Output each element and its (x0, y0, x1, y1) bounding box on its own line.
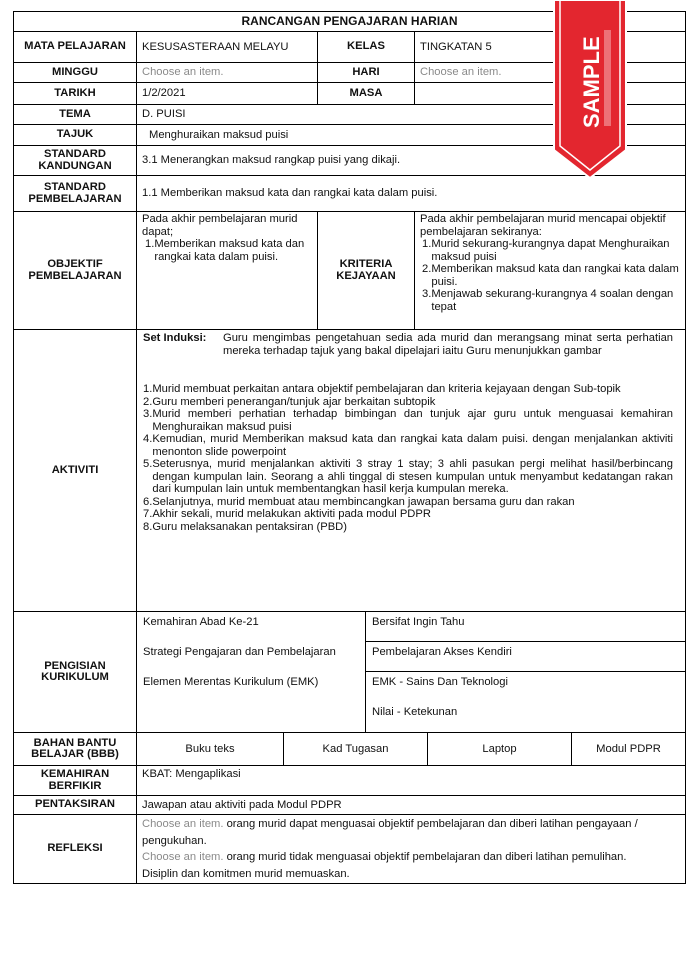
refleksi-text-1: orang murid dapat menguasai objektif pembelajaran dan diberi latihan pengayaan / pengukuhan. (142, 818, 638, 847)
page-title: RANCANGAN PENGAJARAN HARIAN (14, 12, 686, 32)
refleksi-label: REFLEKSI (14, 815, 137, 884)
bbb-item-buku-teks[interactable]: Buku teks (137, 733, 284, 765)
kriteria-item (420, 288, 680, 313)
kriteria-item-num: 3. (422, 288, 432, 300)
aktiviti-item-num: 1. (143, 383, 153, 395)
pentaksiran-value[interactable]: Jawapan atau aktiviti pada Modul PDPR (137, 796, 686, 815)
aktiviti-item (143, 408, 673, 433)
bbb-cell (137, 733, 686, 766)
refleksi-dropdown-1[interactable]: Choose an item. (142, 818, 224, 830)
aktiviti-item (143, 496, 673, 509)
aktiviti-item-text: Guru melaksanakan pentaksiran (PBD) (152, 520, 347, 533)
aktiviti-item-text: Akhir sekali, murid melakukan aktiviti pada modul PDPR (152, 508, 431, 520)
standard-kandungan-value[interactable]: 3.1 Menerangkan maksud rangkap puisi yang dikaji. (137, 146, 686, 176)
kriteria-item-num: 2. (422, 263, 432, 275)
kemahiran-label: KEMAHIRAN BERFIKIR (14, 766, 137, 796)
refleksi-dropdown-2[interactable]: Choose an item. (142, 851, 224, 863)
refleksi-line-2 (142, 849, 655, 882)
kurikulum-row (137, 642, 685, 672)
sample-ribbon (550, 0, 630, 178)
kurikulum-left[interactable]: Strategi Pengajaran dan Pembelajaran (143, 646, 336, 658)
kriteria-item-text: Murid sekurang-kurangnya dapat Menghuraikan maksud puisi (431, 238, 670, 263)
refleksi-line-1 (142, 816, 655, 849)
tema-label: TEMA (14, 105, 137, 125)
standard-pembelajaran-value[interactable]: 1.1 Memberikan maksud kata dan rangkai kata dalam puisi. (137, 176, 686, 212)
aktiviti-cell[interactable] (137, 330, 686, 612)
kriteria-item-num: 1. (422, 238, 432, 250)
kurikulum-right[interactable]: Pembelajaran Akses Kendiri (365, 642, 685, 672)
kurikulum-cell (137, 612, 686, 733)
bbb-label: BAHAN BANTU BELAJAR (BBB) (14, 733, 137, 766)
kriteria-intro: Pada akhir pembelajaran murid mencapai objektif pembelajaran sekiranya: (420, 213, 666, 238)
kemahiran-value[interactable]: KBAT: Mengaplikasi (137, 766, 686, 796)
aktiviti-item (143, 521, 673, 534)
minggu-dropdown[interactable]: Choose an item. (137, 63, 318, 83)
aktiviti-item-num: 4. (143, 433, 153, 445)
aktiviti-item (143, 458, 673, 496)
tarikh-value[interactable]: 1/2/2021 (137, 83, 318, 105)
objektif-intro: Pada akhir pembelajaran murid dapat; (142, 213, 298, 238)
set-induksi-label: Set Induksi: (143, 332, 207, 344)
kurikulum-right[interactable]: Bersifat Ingin Tahu (365, 612, 685, 642)
aktiviti-item-text: Selanjutnya, murid membuat atau membincangkan jawapan bersama guru dan rakan (152, 495, 575, 508)
standard-pembelajaran-label: STANDARD PEMBELAJARAN (14, 176, 137, 212)
aktiviti-item-num: 8. (143, 520, 153, 533)
kurikulum-left[interactable] (137, 702, 365, 732)
kurikulum-row (137, 612, 685, 642)
kriteria-label: KRITERIA KEJAYAAN (318, 212, 415, 330)
kurikulum-left[interactable]: Elemen Merentas Kurikulum (EMK) (143, 676, 319, 688)
tarikh-label: TARIKH (14, 83, 137, 105)
aktiviti-item-text: Murid membuat perkaitan antara objektif pembelajaran dan kriteria kejayaan dengan Sub-topik (152, 383, 621, 395)
objektif-cell[interactable] (137, 212, 318, 330)
objektif-item-num: 1. (145, 238, 155, 250)
aktiviti-item-num: 3. (143, 408, 153, 420)
kriteria-item (420, 263, 680, 288)
pentaksiran-label: PENTAKSIRAN (14, 796, 137, 815)
mata-pelajaran-value[interactable]: KESUSASTERAAN MELAYU (137, 32, 318, 63)
kelas-label: KELAS (318, 32, 415, 63)
kurikulum-right[interactable]: EMK - Sains Dan Teknologi (365, 672, 685, 702)
kelas-value[interactable]: TINGKATAN 5 (415, 32, 686, 63)
aktiviti-item-num: 6. (143, 495, 153, 508)
tajuk-value[interactable]: Menghuraikan maksud puisi (137, 125, 686, 146)
mata-pelajaran-label: MATA PELAJARAN (14, 32, 137, 63)
refleksi-cell[interactable] (137, 815, 686, 884)
bbb-item-laptop[interactable]: Laptop (428, 733, 572, 765)
aktiviti-item-num: 5. (143, 458, 153, 470)
kriteria-cell[interactable] (415, 212, 686, 330)
kriteria-item (420, 238, 680, 263)
aktiviti-item (143, 508, 673, 521)
aktiviti-item (143, 383, 673, 396)
set-induksi (143, 332, 673, 357)
aktiviti-label: AKTIVITI (14, 330, 137, 612)
aktiviti-item-text: Murid memberi perhatian terhadap bimbingan dan tunjuk ajar guru untuk menguasai kemahiran Menghuraikan maksud puisi (152, 408, 674, 433)
hari-dropdown[interactable]: Choose an item. (415, 63, 686, 83)
kurikulum-row (137, 672, 685, 702)
aktiviti-item-num: 2. (143, 395, 153, 408)
tema-value[interactable]: D. PUISI (137, 105, 686, 125)
kriteria-item-text: Memberikan maksud kata dan rangkai kata dalam puisi. (431, 263, 679, 288)
hari-label: HARI (318, 63, 415, 83)
set-induksi-text: Guru mengimbas pengetahuan sedia ada murid dan merangsang minat serta perhatian mereka terhadap tajuk yang bakal dipelajari iaitu Guru menunjukkan gambar (223, 332, 674, 357)
bbb-item-modul-pdpr[interactable]: Modul PDPR (596, 743, 661, 755)
aktiviti-item (143, 396, 673, 409)
aktiviti-item-text: Seterusnya, murid menjalankan aktiviti 3 stray 1 stay; 3 ahli pasukan pergi melihat hasil/berbincang dengan kumpulan lain. Seorang a ahli tinggal di stesen kumpulan untuk menyambut kedatangan rakan dari kumpulan lain untuk membentangkan hasil kerja kumpulan mereka. (152, 458, 674, 495)
kurikulum-right[interactable]: Nilai - Ketekunan (365, 702, 685, 732)
minggu-label: MINGGU (14, 63, 137, 83)
objektif-item (142, 238, 312, 263)
kurikulum-label: PENGISIAN KURIKULUM (14, 612, 137, 733)
ribbon-label: SAMPLE (579, 36, 604, 128)
aktiviti-item-text: Kemudian, murid Memberikan maksud kata dan rangkai kata dalam puisi. dengan menjalankan aktiviti menonton slide powerpoint (152, 433, 674, 458)
aktiviti-item (143, 433, 673, 458)
masa-label: MASA (318, 83, 415, 105)
kurikulum-row (137, 702, 685, 732)
objektif-label: OBJEKTIF PEMBELAJARAN (14, 212, 137, 330)
refleksi-text-2: orang murid tidak menguasai objektif pembelajaran dan diberi latihan pemulihan. Disiplin dan komitmen murid memuaskan. (142, 851, 627, 880)
objektif-item-text: Memberikan maksud kata dan rangkai kata dalam puisi. (154, 238, 305, 263)
kriteria-item-text: Menjawab sekurang-kurangnya 4 soalan dengan tepat (431, 288, 674, 313)
bbb-item-kad-tugasan[interactable]: Kad Tugasan (284, 733, 428, 765)
aktiviti-item-text: Guru memberi penerangan/tunjuk ajar berkaitan subtopik (152, 395, 436, 408)
tajuk-label: TAJUK (14, 125, 137, 146)
standard-kandungan-label: STANDARD KANDUNGAN (14, 146, 137, 176)
aktiviti-item-num: 7. (143, 508, 153, 520)
kurikulum-left[interactable]: Kemahiran Abad Ke-21 (143, 616, 259, 628)
